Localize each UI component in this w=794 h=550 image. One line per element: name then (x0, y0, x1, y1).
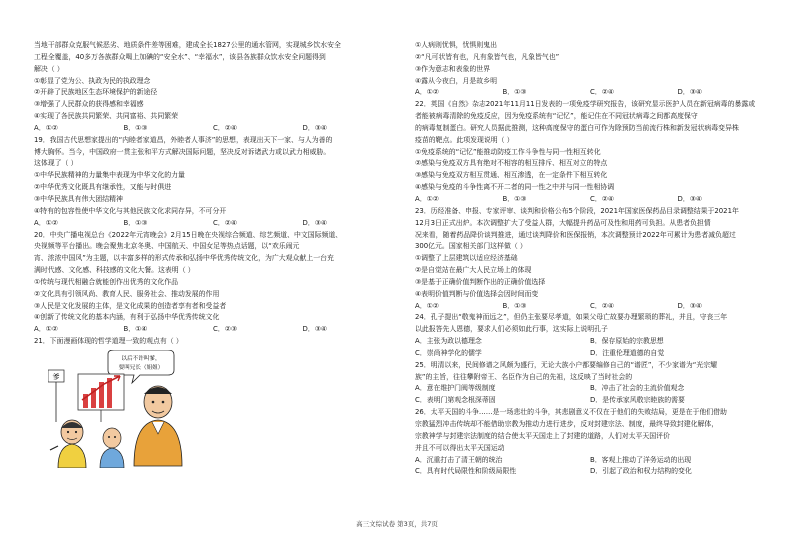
option-a: A．①② (34, 218, 58, 227)
option-d: D．③④ (302, 218, 328, 227)
text-line: ②中华优秀文化既具有继承性，又能与时俱进 (34, 183, 172, 192)
text-line: 工程全覆盖，40多万各族群众喝上加碘的“安全水”、“幸福水”，该县各族群众饮水安全问题得到 (34, 52, 326, 61)
option-c: C．②④ (590, 194, 615, 203)
text-line: ③是基于正确价值判断作出的正确价值选择 (415, 277, 546, 286)
text-line: ④实现了各民族共同繁荣、共同富裕、共同繁荣 (34, 112, 178, 121)
text-line: ③作为意志和表象的世界 (415, 64, 491, 73)
text-line: ②感染与免疫双方具有绝对不相容的相互排斥、相互对立的特点 (415, 159, 608, 168)
text-line: 宵、浓浓中国风”为主题，以丰富多样的形式传承和弘扬中华优秀传统文化，为广大观众献上一台充 (34, 254, 334, 263)
text-line: ①人病则忧惧，忧惧则鬼出 (415, 41, 497, 49)
option-d: D．③④ (677, 88, 703, 97)
text-line: 央视频等平台播出。晚会聚焦北京冬奥、中国航天、中国女足等热点话题，以“欢乐闹元 (34, 242, 300, 251)
text-line: 博大胸怀。当今，中国政府一贯主张和平方式解决国际问题，坚决反对诉诸武力或以武力相威胁。 (34, 147, 331, 156)
text-line: 的病毒复制蛋白。研究人员据此推测，这种高度保守的蛋白可作为除预防当前流行株和新发冠状病毒变异株 (415, 123, 739, 132)
text-line: ④露从今夜白，月是故乡明 (415, 76, 497, 85)
text-line: 12月3日正式出炉。本次调整扩大了受益人群，大幅提升药品可及性和用药可负担。从患者负担情 (415, 218, 711, 227)
option-c: C．②③ (213, 325, 238, 334)
text-line: 24．孔子提出“敬鬼神而远之”，但仍主张要尽孝道，如果父母亡故要办理繁琐的葬礼，并且，守丧三年 (415, 313, 728, 322)
cartoon-caption-1: 以后不许叫爹， (121, 355, 161, 362)
text-line: 族”的主旨，往往攀附帝王、名臣作为自己的先祖，这反映了当时社会的 (415, 372, 633, 381)
option-a: A．①② (415, 88, 439, 97)
option-b: B．①③ (502, 88, 527, 97)
option-b: B．①③ (502, 194, 527, 203)
option-d: D．③④ (302, 325, 328, 334)
text-line: 宗教猛烈冲击传统却不能借助宗教为推动力进行进步，反对封建宗法、制度，最终导致封建化解体， (415, 420, 719, 428)
q25-text (415, 360, 765, 384)
text-line: 解决（ ） (34, 64, 64, 73)
right-column (415, 40, 765, 478)
q21-options (415, 87, 765, 99)
q24-text (415, 312, 765, 336)
option-a: A．①② (415, 194, 439, 203)
option-d: D．③④ (677, 301, 703, 310)
option-a: A．①② (34, 325, 58, 334)
text-line: ①调整了上层建筑以适应经济基础 (415, 254, 518, 263)
cartoon-illustration (48, 350, 198, 468)
option-b: B．①③ (123, 123, 148, 132)
q25-options-row1 (415, 383, 765, 395)
q21-statements (415, 40, 765, 87)
option-a: A．主张为政以德理念 (415, 337, 482, 346)
option-c: C．②④ (590, 88, 615, 97)
text-line: 20．中央广播电视总台《2022年元宵晚会》2月15日晚在央视综合频道、综艺频道、中文国际频道、 (34, 230, 343, 239)
text-line: 况来看，随着药品降价谈判推进，通过谈判降价和医保报销，本次调整预计2022年可累计为患者减负超过 (415, 230, 736, 239)
text-line: ①免疫系统的“记忆”能推动防疫工作斗争性与同一性相互转化 (415, 147, 601, 156)
option-a: A．意在维护门阀等级制度 (415, 384, 496, 393)
text-line: ①中华民族精神的力量集中表现为中华文化的力量 (34, 171, 185, 180)
option-c: C．具有时代局限性和阶级局限性 (415, 467, 517, 476)
text-line: 19．我国古代思想家提出的“内睦者家道昌，外睦者人事济”的思想，表现出天下一家、与人为善的 (34, 135, 333, 144)
option-b: B．①③ (123, 218, 148, 227)
q23-options (415, 301, 765, 313)
left-column (34, 40, 392, 470)
option-b: B．①④ (123, 325, 148, 334)
text-line: 22．英国《自然》杂志2021年11月11日发表的一项免疫学研究报告，该研究显示医护人员在新冠病毒的暴露或 (415, 100, 756, 109)
text-line: ③人民是文化发展的主体，是文化成果的创造者享有者和受益者 (34, 301, 227, 310)
option-a: A．①② (34, 123, 58, 132)
text-line: ②开辟了民族地区生态环境保护的新途径 (34, 88, 158, 97)
text-line: ④特有的包容性使中华文化与其他民族文化求同存异，不可分开 (34, 206, 227, 215)
option-d: D．注重伦理道德的自觉 (590, 348, 665, 357)
cartoon-caption-2: 要叫兄长（姐姐） (118, 364, 164, 371)
q21-question: 21．下面漫画体现的哲学道理一致的观点有（ ） (34, 337, 183, 346)
text-line: 这体现了（ ） (34, 159, 78, 168)
q22-options (415, 194, 765, 206)
q18-options (34, 123, 392, 135)
text-line: 以此报答先人恩德，要求人们必须如此行事，这实际上说明孔子 (415, 325, 608, 334)
text-line: 并且不可以得出太平天国运动 (415, 443, 505, 452)
cartoon-sign: 爹 (52, 372, 60, 381)
text-line: 25．明清以来，民间修谱之风颇为盛行，无论大族小户都要编修自己的“谱匠”，不少家谱为“光宗耀 (415, 360, 717, 369)
text-line: ④创新了传统文化的基本内涵，有利于弘扬中华优秀传统文化 (34, 313, 220, 322)
q26-options-row2 (415, 466, 765, 478)
q19-options (34, 218, 392, 230)
text-line: ③中华民族具有伟大团结精神 (34, 194, 123, 203)
q25-options-row2 (415, 395, 765, 407)
text-line: ③增强了人民群众的获得感和幸福感 (34, 100, 144, 109)
q21-cartoon (48, 350, 198, 468)
text-line: ④感染与免疫的斗争性离不开二者的同一性之中并与同一性相协调 (415, 183, 615, 192)
option-d: D．③④ (677, 194, 703, 203)
option-b: B．客观上推动了洋务运动的出现 (590, 455, 692, 464)
option-c: C．②④ (213, 218, 238, 227)
q26-text (415, 407, 765, 454)
text-line: 宗教神学与封建宗法制度的结合使太平天国走上了封建的道路，人们对太平天国评价 (415, 431, 670, 440)
text-line: 满时代感、文化感、科技感的文化大餐。这表明（ ） (34, 266, 195, 275)
text-line: ③感染与免疫双方相互贯通、相互渗透，在一定条件下相互转化 (415, 171, 608, 180)
option-b: B．保存原始的宗教思想 (590, 337, 664, 346)
text-line: 者能被病毒清除的免疫反应，因为免疫系统有“记忆”，能记住在不同冠状病毒之间都高度保守 (415, 112, 698, 121)
text-line: 23．历经准备、申报、专家评审、谈判和价格公布5个阶段，2021年国家医保药品目录调整结果于2021年 (415, 206, 739, 215)
text-line: 当地干部群众克服气候恶劣、地质条件差等困难，建成全长1827公里的通水管网，实现城乡饮水安全 (34, 41, 341, 49)
option-a: A．沉重打击了清王朝的统治 (415, 455, 503, 464)
q20-text (34, 230, 392, 325)
text-line: ②是自觉站在最广大人民立场上的体现 (415, 266, 532, 275)
text-line: ①彰显了党为公、执政为民的执政理念 (34, 76, 151, 85)
option-c: C．表明门第观念根深蒂固 (415, 396, 496, 405)
option-d: D．③④ (302, 123, 328, 132)
q20-options (34, 324, 392, 336)
option-c: C．②④ (213, 123, 238, 132)
q24-options-row2 (415, 348, 765, 360)
text-line: 26．太平天国的斗争……是一场悲壮的斗争，其悲剧意义不仅在于他们的失败结局，更是在于他们借助 (415, 408, 727, 417)
q19-text (34, 135, 392, 218)
option-d: D．是传承家风敬宗睦族的需要 (590, 396, 685, 405)
option-c: C．崇尚神学化的儒学 (415, 348, 482, 357)
q23-text (415, 206, 765, 301)
text-line: ①传统与现代相融合就能创作出优秀的文化作品 (34, 277, 178, 286)
option-a: A．①② (415, 301, 439, 310)
q24-options-row1 (415, 336, 765, 348)
option-b: B．①③ (502, 301, 527, 310)
text-line: 疫苗的靶点。此项发现说明（ ） (415, 135, 514, 144)
text-line: 300亿元。国家相关部门这样做（ ） (415, 242, 527, 251)
page-footer: 高三文综试卷 第3页，共7页 (356, 520, 438, 528)
q22-text (415, 99, 765, 194)
option-c: C．②④ (590, 301, 615, 310)
option-b: B．冲击了社会的主流价值观念 (590, 384, 685, 393)
q26-options-row1 (415, 455, 765, 467)
q18-text (34, 40, 392, 123)
text-line: ②文化具有引领风尚、教育人民、服务社会、推动发展的作用 (34, 289, 220, 298)
text-line: ④表明价值判断与价值选择会因时间而变 (415, 289, 539, 298)
text-line: ②“凡可状皆有也，凡有象皆气也，凡象皆气也” (415, 52, 560, 61)
option-d: D．引起了政治和权力结构的变化 (590, 467, 692, 476)
